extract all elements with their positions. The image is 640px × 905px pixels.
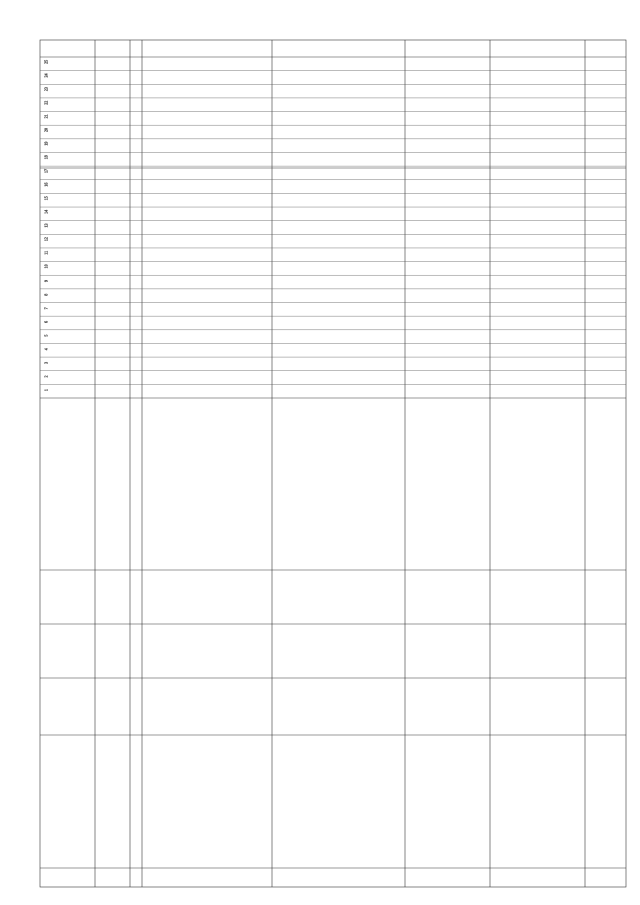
table-cell-type <box>144 680 271 733</box>
table-cell-result <box>42 626 94 676</box>
table-cell-result <box>492 626 584 676</box>
table-cell-id <box>587 870 625 885</box>
table-cell-id <box>144 870 271 885</box>
table-cell-name <box>132 737 141 866</box>
column-number-label: 10 <box>43 264 49 269</box>
table-cell-result <box>144 626 271 676</box>
table-cell-id <box>274 870 404 885</box>
table-cell-result <box>407 626 489 676</box>
scan-mark <box>300 893 390 899</box>
column-number-label: 3 <box>43 361 49 364</box>
column-number-label: 21 <box>43 114 49 119</box>
table-cell-code <box>274 170 404 396</box>
table-cell-tasks <box>42 400 94 568</box>
column-number-label: 12 <box>43 237 49 242</box>
table-cell-name <box>492 737 584 866</box>
column-number-label: 7 <box>43 307 49 310</box>
table-cell-id <box>492 870 584 885</box>
column-number-label: 11 <box>43 250 49 255</box>
column-number-label: 24 <box>43 73 49 78</box>
column-number-label: 17 <box>43 168 49 173</box>
column-number-label: 25 <box>43 59 49 64</box>
column-number-label: 16 <box>43 182 49 187</box>
column-number-label: 5 <box>43 334 49 337</box>
table-cell-name <box>407 737 489 866</box>
table-cell-id <box>132 870 141 885</box>
table-cell-tasks <box>492 400 584 568</box>
table-cell-name <box>42 737 94 866</box>
table-cell-code <box>42 170 94 396</box>
table-cell-result <box>132 626 141 676</box>
table-cell-name <box>274 737 404 866</box>
column-number-label: 23 <box>43 87 49 92</box>
table-cell-tasks <box>274 400 404 568</box>
table-cell-type <box>274 680 404 733</box>
column-number-label: 15 <box>43 196 49 201</box>
table-cell-code <box>587 170 625 396</box>
column-number-label: 2 <box>43 375 49 378</box>
table-cell-type <box>42 680 94 733</box>
table-cell-id <box>407 870 489 885</box>
table-cell-id <box>97 870 129 885</box>
table-cell-tasks <box>407 400 489 568</box>
table-cell-code <box>492 170 584 396</box>
table-cell-name <box>587 737 625 866</box>
column-number-label: 20 <box>43 128 49 133</box>
table-cell-code <box>132 170 141 396</box>
column-number-label: 6 <box>43 320 49 323</box>
table-cell-tasks <box>144 400 271 568</box>
column-number-label: 8 <box>43 293 49 296</box>
table-cell-type <box>132 680 141 733</box>
column-number-label: 22 <box>43 100 49 105</box>
column-number-label: 14 <box>43 209 49 214</box>
table-cell-tasks <box>587 400 625 568</box>
table-cell-result <box>97 626 129 676</box>
table-cell-id <box>42 870 94 885</box>
table-cell-name <box>97 737 129 866</box>
table-cell-tasks <box>132 400 141 568</box>
table-cell-code <box>144 170 271 396</box>
column-number-label: 13 <box>43 223 49 228</box>
table-cell-type <box>407 680 489 733</box>
table-cell-type <box>492 680 584 733</box>
table-cell-result <box>587 626 625 676</box>
table-cell-name <box>144 737 271 866</box>
table-cell-type <box>587 680 625 733</box>
table-cell-type <box>97 680 129 733</box>
table-cell-code <box>97 170 129 396</box>
table-cell-result <box>274 626 404 676</box>
column-number-label: 4 <box>43 348 49 351</box>
column-number-label: 19 <box>43 141 49 146</box>
table-cell-code <box>407 170 489 396</box>
column-number-label: 1 <box>43 389 49 392</box>
table-cell-tasks <box>97 400 129 568</box>
column-number-label: 9 <box>43 280 49 283</box>
column-number-label: 18 <box>43 155 49 160</box>
